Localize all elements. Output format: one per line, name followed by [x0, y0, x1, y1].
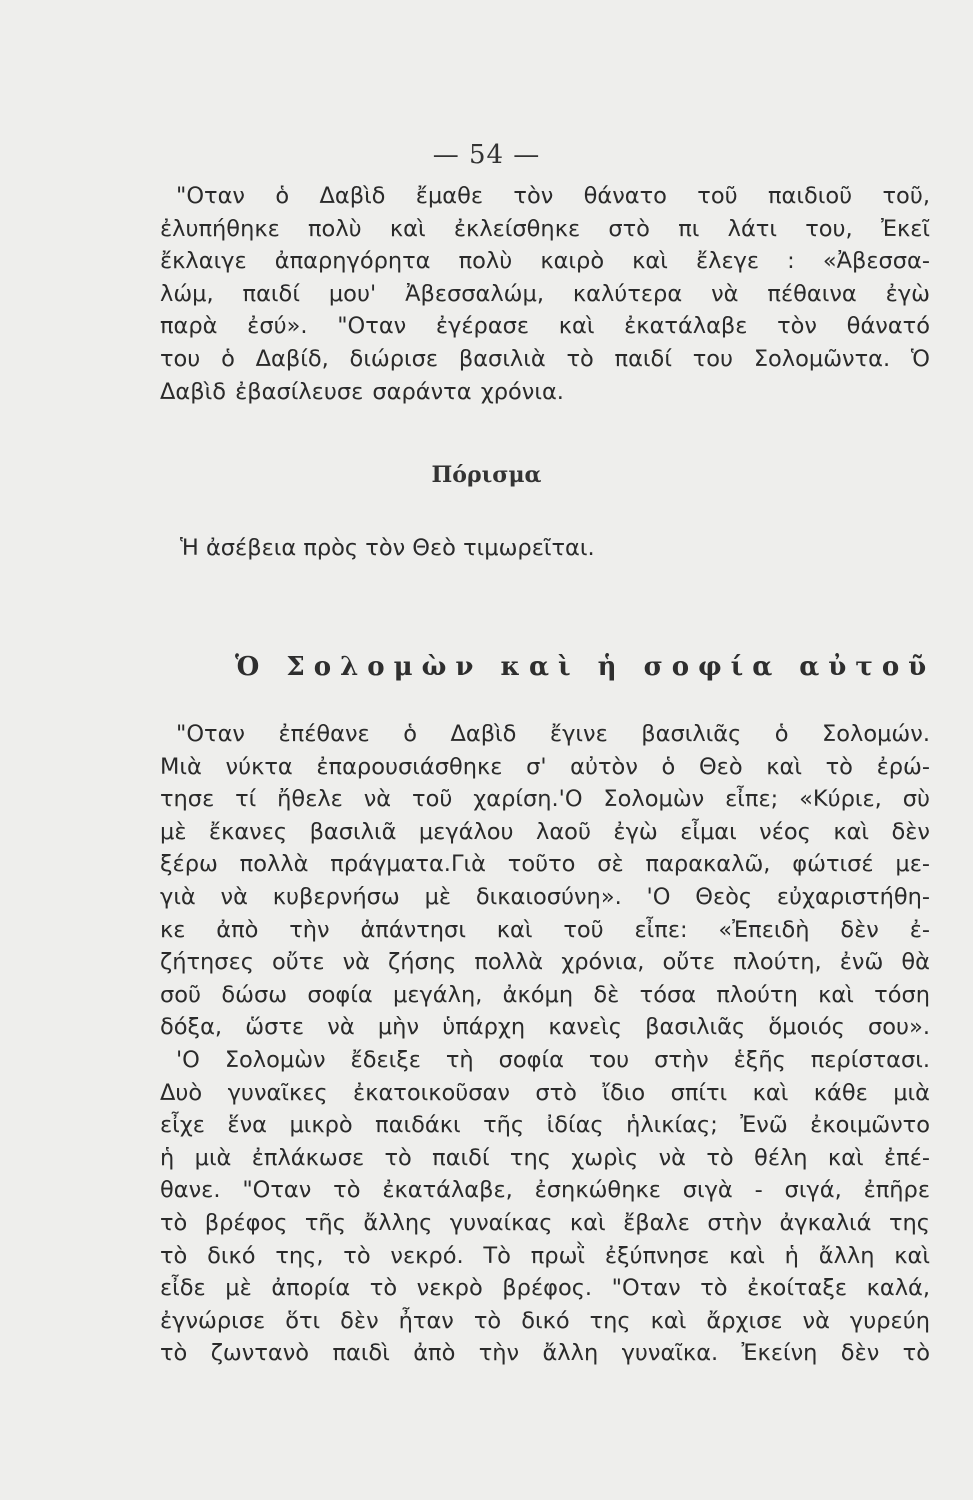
text-line: τὸ δικό της, τὸ νεκρό. Τὸ πρωῒ ἐξύπνησε καὶ ἡ ἄλλη καὶ	[160, 1242, 930, 1269]
text-line: τὸ βρέφος τῆς ἄλλης γυναίκας καὶ ἔβαλε στὴν ἀγκαλιά της	[160, 1209, 930, 1236]
text-line: ἐλυπήθηκε πολὺ καὶ ἐκλείσθηκε στὸ πι λάτι του, Ἐκεῖ	[160, 215, 930, 242]
text-line: σοῦ δώσω σοφία μεγάλη, ἀκόμη δὲ τόσα πλούτη καὶ τόση	[160, 981, 930, 1008]
text-line: κε ἀπὸ τὴν ἀπάντησι καὶ τοῦ εἶπε: «Ἐπειδὴ δὲν ἐ-	[160, 916, 930, 943]
text-line: ἐγνώρισε ὅτι δὲν ἦταν τὸ δικό της καὶ ἄρχισε νὰ γυρεύη	[160, 1307, 930, 1334]
text-line: γιὰ νὰ κυβερνήσω μὲ δικαιοσύνη». 'Ο Θεὸς εὐχαριστήθη-	[160, 883, 930, 910]
text-line: "Οταν ὁ Δαβὶδ ἔμαθε τὸν θάνατο τοῦ παιδιοῦ τοῦ,	[176, 183, 930, 209]
text-line: "Οταν ἐπέθανε ὁ Δαβὶδ ἔγινε βασιλιᾶς ὁ Σολομών.	[176, 721, 930, 747]
text-line: θανε. "Οταν τὸ ἐκατάλαβε, ἐσηκώθηκε σιγὰ - σιγά, ἐπῆρε	[160, 1177, 930, 1204]
text-line: δόξα, ὥστε νὰ μὴν ὑπάρχη κανεὶς βασιλιᾶς ὅμοιός σου».	[160, 1014, 930, 1041]
text-line: τησε τί ἤθελε νὰ τοῦ χαρίση.'Ο Σολομὼν εἶπε; «Κύριε, σὺ	[160, 786, 930, 813]
text-line: μὲ ἔκανες βασιλιᾶ μεγάλου λαοῦ ἐγὼ εἶμαι νέος καὶ δὲν	[160, 818, 930, 845]
page-number: — 54 —	[432, 140, 541, 170]
text-line: Δυὸ γυναῖκες ἐκατοικοῦσαν στὸ ἴδιο σπίτι καὶ κάθε μιὰ	[160, 1079, 930, 1106]
text-line: παρὰ ἐσύ». "Οταν ἐγέρασε καὶ ἐκατάλαβε τὸν θάνατό	[160, 313, 930, 340]
paragraph-david-mourning	[160, 180, 930, 408]
text-line: εἶδε μὲ ἀπορία τὸ νεκρὸ βρέφος. "Οταν τὸ ἐκοίταξε καλά,	[160, 1275, 930, 1302]
corollary-heading: Πόρισμα	[431, 462, 542, 488]
text-line: ζήτησες οὔτε νὰ ζήσης πολλὰ χρόνια, οὔτε πλούτη, ἐνῶ θὰ	[160, 949, 930, 976]
text-line: Μιὰ νύκτα ἐπαρουσιάσθηκε σ' αὐτὸν ὁ Θεὸ καὶ τὸ ἐρώ-	[160, 753, 930, 780]
text-line: ἔκλαιγε ἀπαρηγόρητα πολὺ καιρὸ καὶ ἔλεγε : «Ἀβεσσα-	[160, 248, 930, 275]
paragraph-solomon-wisdom	[160, 718, 930, 1370]
text-line: Δαβὶδ ἐβασίλευσε σαράντα χρόνια.	[160, 378, 564, 405]
corollary-text: Ἡ ἀσέβεια πρὸς τὸν Θεὸ τιμωρεῖται.	[180, 535, 595, 561]
text-line: 'Ο Σολομὼν ἔδειξε τὴ σοφία του στὴν ἑξῆς περίστασι.	[176, 1046, 930, 1073]
text-line: ἡ μιὰ ἐπλάκωσε τὸ παιδί της χωρὶς νὰ τὸ θέλη καὶ ἐπέ-	[160, 1144, 930, 1171]
section-title: Ὁ Σολομὼν καὶ ἡ σοφία αὐτοῦ	[235, 652, 936, 682]
text-line: του ὁ Δαβίδ, διώρισε βασιλιὰ τὸ παιδί του Σολομῶντα. Ὁ	[160, 345, 930, 372]
text-line: ξέρω πολλὰ πράγματα.Γιὰ τοῦτο σὲ παρακαλῶ, φώτισέ με-	[160, 851, 930, 878]
text-line: λώμ, παιδί μου' Ἀβεσσαλώμ, καλύτερα νὰ πέθαινα ἐγὼ	[160, 280, 930, 307]
text-line: εἶχε ἕνα μικρὸ παιδάκι τῆς ἰδίας ἡλικίας; Ἐνῶ ἐκοιμῶντο	[160, 1112, 930, 1139]
text-line: τὸ ζωντανὸ παιδὶ ἀπὸ τὴν ἄλλη γυναῖκα. Ἐκείνη δὲν τὸ	[160, 1340, 930, 1367]
